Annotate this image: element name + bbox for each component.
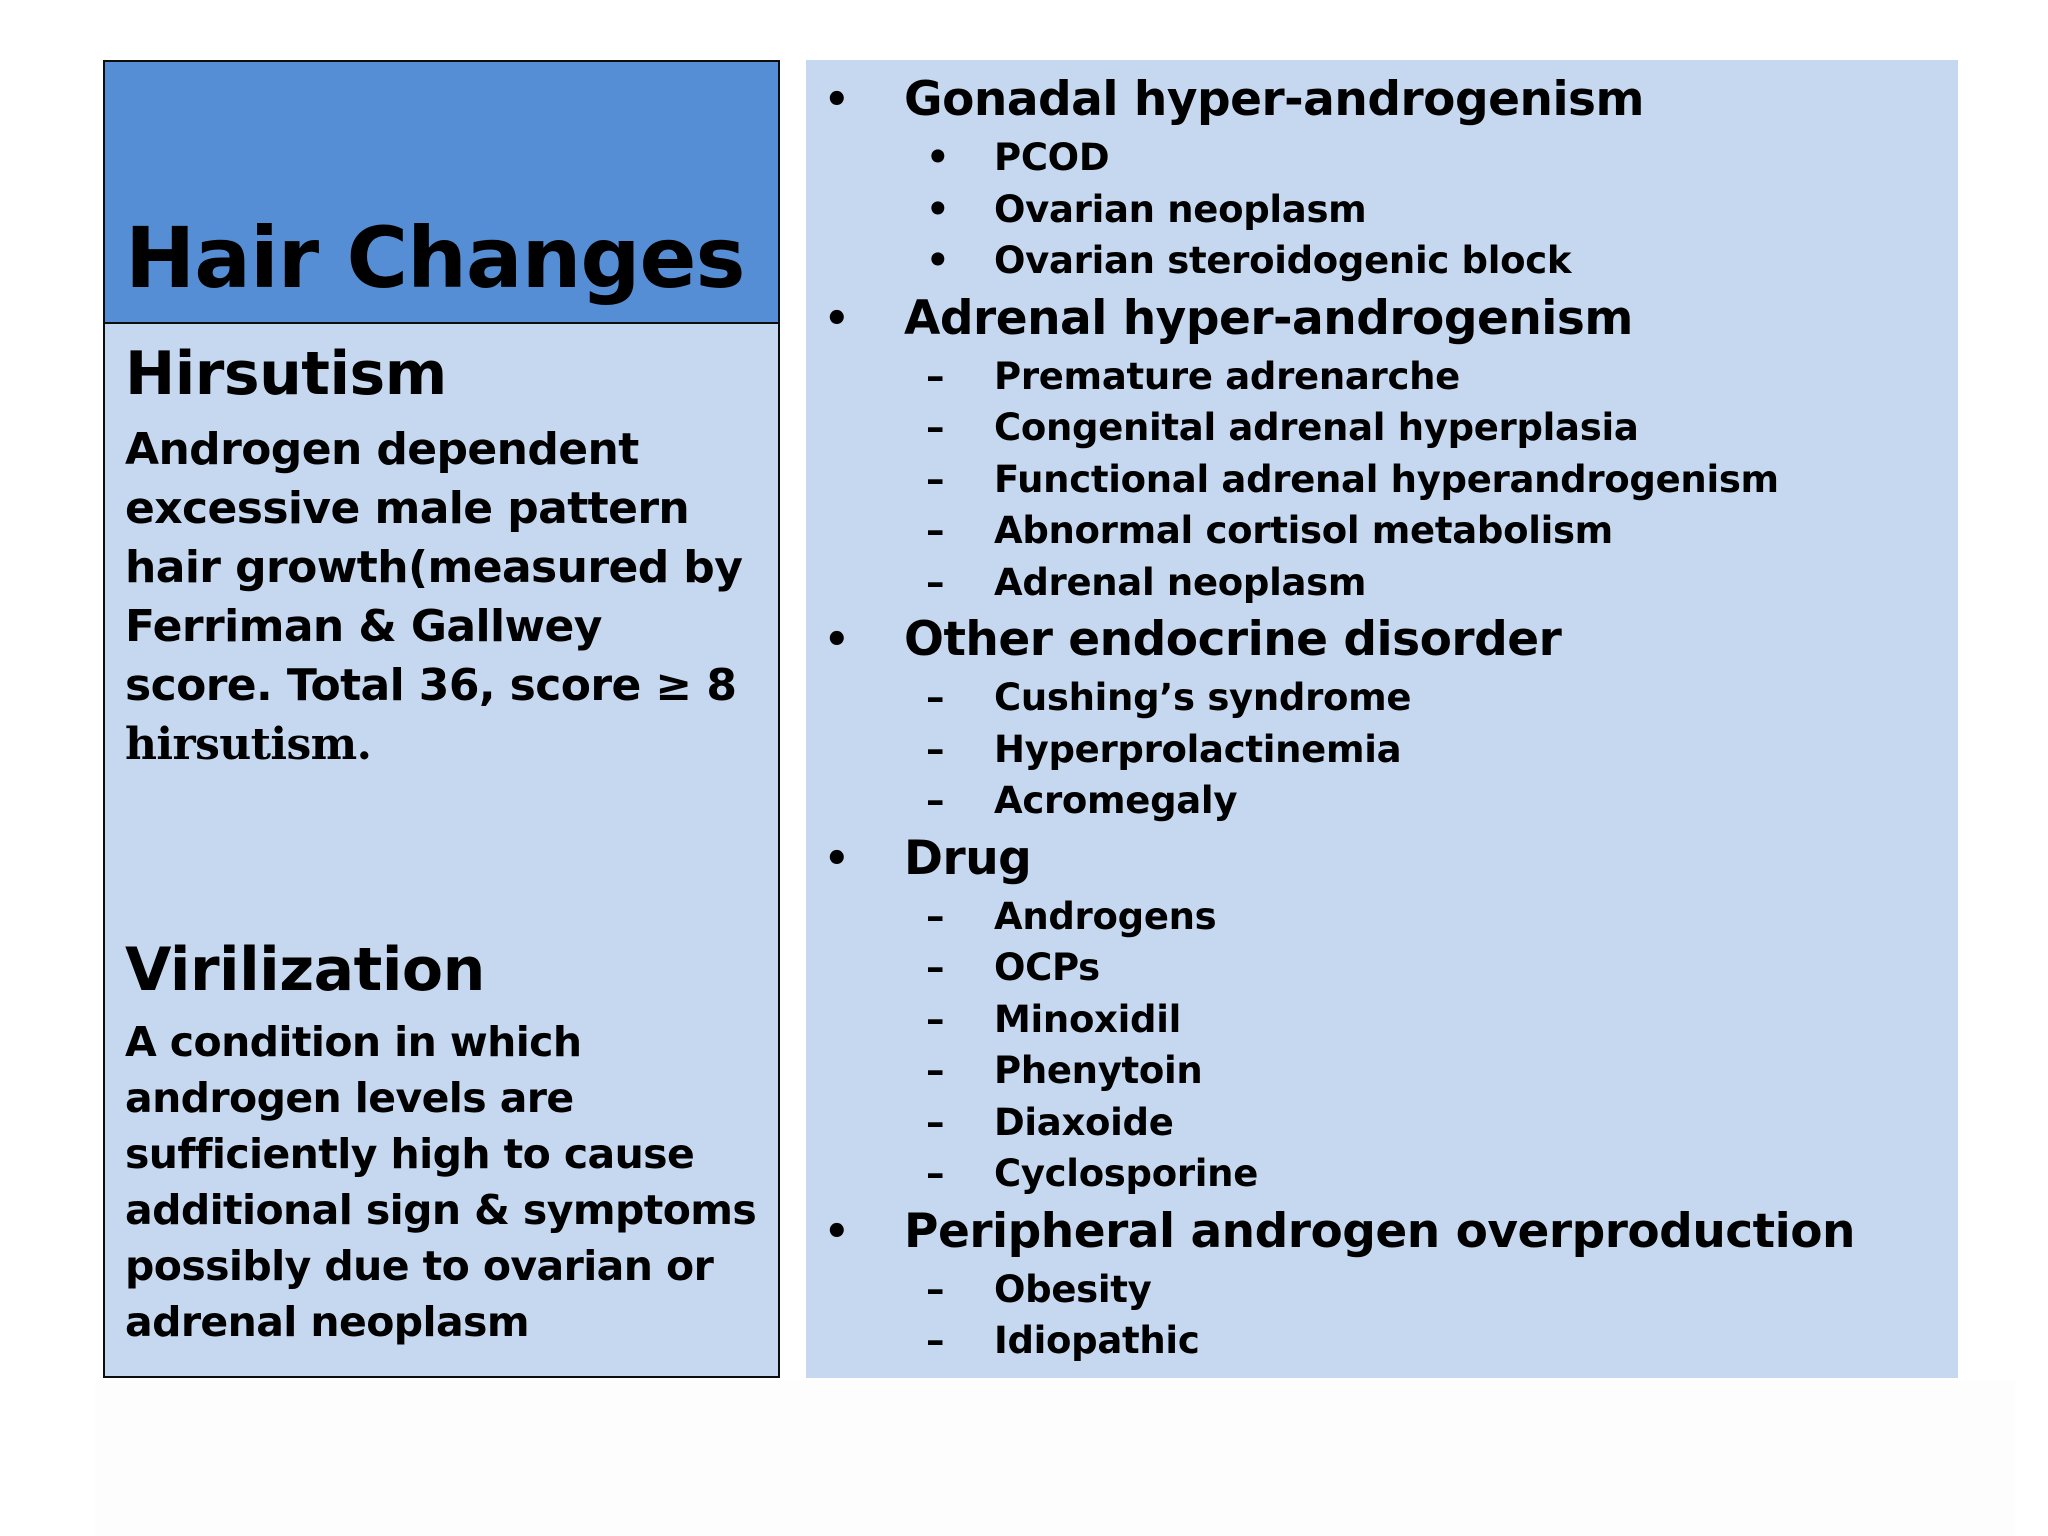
dash-icon: – [926,1152,945,1195]
cause-item [806,235,1958,287]
causes-list [806,68,1958,1367]
cause-item-label: Idiopathic [994,1319,1200,1362]
cause-group [806,287,1958,609]
bullet-icon: • [926,187,950,231]
cause-category [806,68,1958,132]
cause-category-label: Other endocrine disorder [904,612,1562,667]
cause-item-label: Congenital adrenal hyperplasia [994,406,1639,449]
bullet-icon: • [926,136,950,179]
cause-item-label: Cyclosporine [994,1152,1258,1195]
cause-item-label: Phenytoin [994,1049,1203,1092]
hirsutism-definition-text: Androgen dependent excessive male pattern hair growth(measured by Ferriman & Gallwey score. Total 36, score ≥ 8 [125,424,743,711]
dash-icon: – [926,1267,945,1311]
bullet-icon: • [824,617,850,663]
cause-category [806,827,1958,891]
bullet-icon: • [824,1208,850,1255]
cause-item [806,1315,1958,1367]
cause-item [806,891,1958,943]
cause-item [806,775,1958,827]
cause-item-label: Minoxidil [994,997,1181,1041]
cause-item-label: Hyperprolactinemia [994,727,1402,771]
dash-icon: – [926,894,945,938]
cause-item-label: Adrenal neoplasm [994,560,1367,604]
cause-category-label: Gonadal hyper-androgenism [904,72,1645,127]
cause-item [806,402,1958,454]
cause-item [806,724,1958,776]
title-header [105,62,778,324]
cause-item-label: Functional adrenal hyperandrogenism [994,457,1779,501]
hirsutism-heading: Hirsutism [125,339,447,409]
cause-group [806,1200,1958,1367]
cause-item-label: PCOD [994,136,1110,179]
dash-icon: – [926,676,945,719]
definitions-panel [103,60,780,1378]
cause-item [806,132,1958,184]
cause-category-label: Drug [904,830,1032,886]
dash-icon: – [926,946,945,989]
cause-item [806,994,1958,1046]
virilization-definition: A condition in which androgen levels are sufficiently high to cause additional sign & symptoms possibly due to ovarian or adrenal neoplasm [125,1018,757,1346]
cause-item-label: OCPs [994,946,1100,989]
hirsutism-definition-tail: hirsutism. [125,719,372,770]
cause-category [806,287,1958,351]
cause-group [806,827,1958,1200]
cause-item [806,672,1958,724]
cause-item-label: Premature adrenarche [994,354,1460,398]
cause-item-label: Androgens [994,894,1217,938]
cause-item-label: Abnormal cortisol metabolism [994,509,1613,552]
slide-title: Hair Changes [125,209,745,307]
dash-icon: – [926,354,945,398]
dash-icon: – [926,1049,945,1092]
bullet-icon: • [824,77,850,123]
dash-icon: – [926,406,945,449]
cause-item [806,351,1958,403]
cause-item [806,505,1958,557]
dash-icon: – [926,727,945,771]
cause-item [806,942,1958,994]
bullet-icon: • [824,295,850,342]
cause-item [806,454,1958,506]
dash-icon: – [926,1319,945,1362]
cause-item-label: Obesity [994,1267,1152,1311]
cause-item [806,1097,1958,1149]
cause-group [806,608,1958,827]
dash-icon: – [926,779,945,822]
definitions-body [105,324,778,1350]
cause-category-label: Adrenal hyper-androgenism [904,290,1633,346]
cause-item-label: Cushing’s syndrome [994,676,1412,719]
hirsutism-definition [125,420,758,774]
cause-item [806,1264,1958,1316]
cause-category [806,1200,1958,1264]
bullet-icon: • [824,835,850,882]
cause-item [806,184,1958,236]
cause-item [806,557,1958,609]
bullet-icon: • [926,239,950,282]
dash-icon: – [926,509,945,552]
dash-icon: – [926,997,945,1041]
cause-item-label: Acromegaly [994,779,1238,822]
dash-icon: – [926,1100,945,1144]
causes-panel [806,60,1958,1378]
cause-item-label: Diaxoide [994,1100,1174,1144]
cause-item-label: Ovarian neoplasm [994,187,1367,231]
dash-icon: – [926,457,945,501]
cause-category [806,608,1958,672]
virilization-heading: Virilization [125,935,485,1005]
cause-item [806,1148,1958,1200]
dash-icon: – [926,560,945,604]
cause-item-label: Ovarian steroidogenic block [994,239,1572,282]
cause-group [806,68,1958,287]
cause-category-label: Peripheral androgen overproduction [904,1203,1855,1259]
cause-item [806,1045,1958,1097]
slide-bottom-area [95,1380,2015,1536]
